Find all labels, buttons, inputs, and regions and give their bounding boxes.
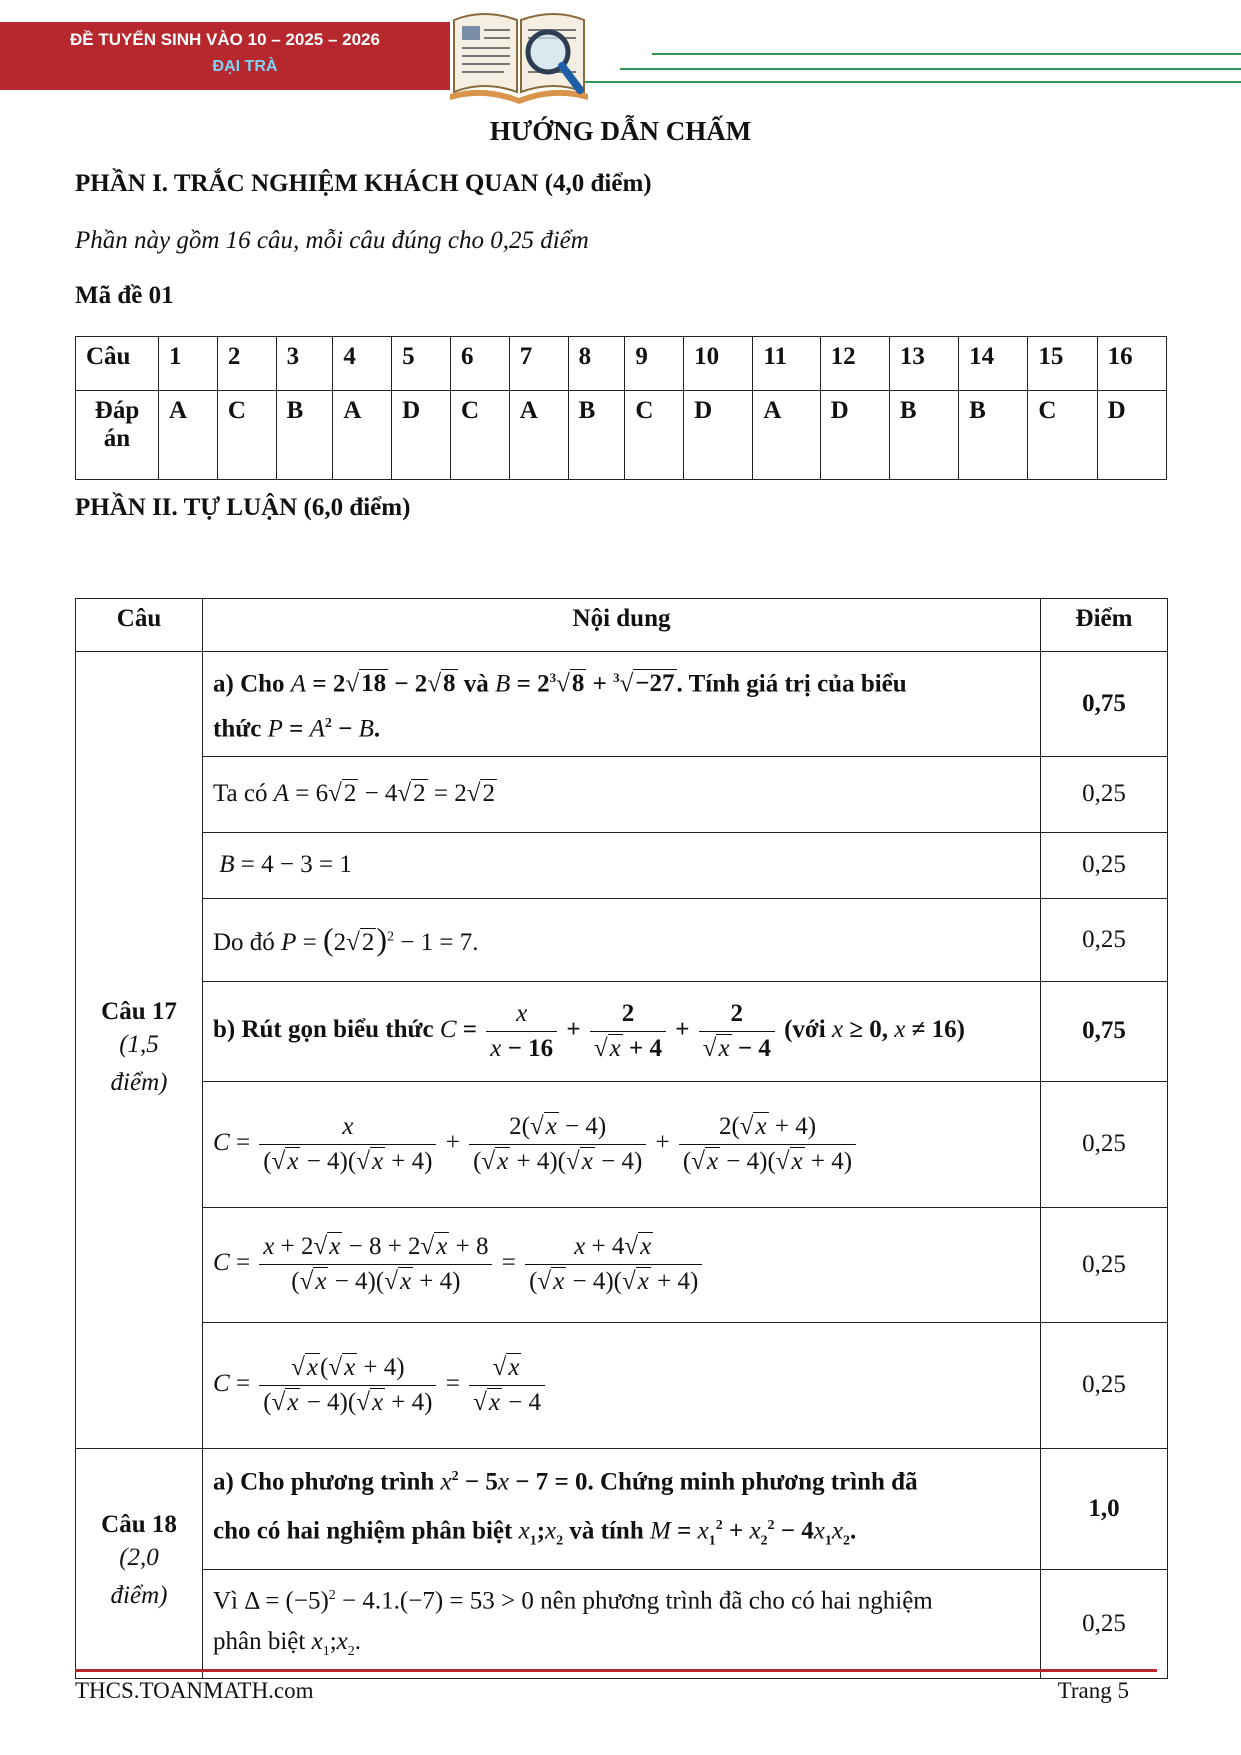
part2-heading: PHẦN II. TỰ LUẬN (6,0 điểm) <box>75 494 411 521</box>
answer-key-header-label: Câu <box>76 337 159 391</box>
q17a-step-2: B = 4 − 3 = 1 <box>203 832 1041 898</box>
answer-cell: C <box>450 391 509 480</box>
page-title: HƯỚNG DẪN CHẤM <box>489 116 752 146</box>
answer-cell: A <box>333 391 392 480</box>
question-number: 9 <box>625 337 684 391</box>
header-rule-2 <box>620 68 1241 70</box>
answer-cell: C <box>625 391 684 480</box>
footer-site: THCS.TOANMATH.com <box>75 1678 314 1703</box>
q17b-points: 0,75 <box>1041 981 1168 1081</box>
header-rule-1 <box>652 53 1241 55</box>
question-number: 3 <box>276 337 333 391</box>
question-17-points: (1,5 điểm) <box>110 1030 168 1096</box>
answer-cell: A <box>159 391 218 480</box>
question-number: 13 <box>889 337 958 391</box>
header-diem: Điểm <box>1041 599 1168 652</box>
answer-key-table <box>75 336 1167 480</box>
q17b-step-2-points: 0,25 <box>1041 1207 1168 1322</box>
q18a-points: 1,0 <box>1041 1448 1168 1570</box>
q17a-step-3: Do đó $P = (2√2)^2 - 1 = 7$. <box>203 898 1041 981</box>
q18a-statement: a) Cho phương trình $x^2 - 5x - 7 = 0$. Chứng minh phương trình đã cho có hai nghiệm phân biệt $x_1;x_2$ và tính $M = x_1^2 + x_2^2 - 4x_1x_2$. <box>203 1448 1041 1570</box>
question-number: 15 <box>1028 337 1097 391</box>
answer-cell: B <box>889 391 958 480</box>
header-noi-dung: Nội dung <box>203 599 1041 652</box>
q18a-step-1-points: 0,25 <box>1041 1570 1168 1678</box>
question-17-cell <box>76 652 203 1449</box>
question-number: 8 <box>568 337 625 391</box>
q17a-step-1-points: 0,25 <box>1041 756 1168 832</box>
answer-cell: C <box>1028 391 1097 480</box>
question-18-label: Câu 18 <box>101 1511 177 1539</box>
answer-cell: B <box>568 391 625 480</box>
header-exam-type: ĐẠI TRÀ <box>212 58 278 75</box>
question-number: 16 <box>1097 337 1166 391</box>
part1-note: Phần này gồm 16 câu, mỗi câu đúng cho 0,25 điểm <box>75 227 589 254</box>
q17b-step-1: C = $\frac{x}{(√x - 4)(√x + 4)}$ + $\frac{2(√x - 4)}{(√x + 4)(√x - 4)}$ + $\frac{2(√x + 4)}{(√x - 4)(√x + 4)}$ <box>203 1081 1041 1207</box>
part1-heading: PHẦN I. TRẮC NGHIỆM KHÁCH QUAN (4,0 điểm) <box>75 170 652 197</box>
answer-cell: D <box>820 391 889 480</box>
q17b-step-3-points: 0,25 <box>1041 1322 1168 1448</box>
book-magnifier-icon <box>444 0 594 106</box>
q17a-step-3-points: 0,25 <box>1041 898 1168 981</box>
header-rule-3 <box>585 81 1241 83</box>
question-number: 5 <box>392 337 451 391</box>
question-number: 11 <box>753 337 820 391</box>
question-18-points: (2,0 điểm) <box>110 1544 168 1610</box>
question-number: 1 <box>159 337 218 391</box>
question-number: 7 <box>509 337 568 391</box>
q17a-points: 0,75 <box>1041 652 1168 757</box>
answer-key-answer-label: Đáp án <box>76 391 159 480</box>
answer-cell: C <box>217 391 276 480</box>
q17b-step-3: C = $\frac{√x(√x + 4)}{(√x - 4)(√x + 4)}$ = $\frac{√x}{√x - 4}$ <box>203 1322 1041 1448</box>
q18a-step-1: Vì $\Delta = (-5)^2 - 4.1.(-7) = 53 > 0$ nên phương trình đã cho có hai nghiệm phân biệt $x_1;x_2$. <box>203 1570 1041 1678</box>
question-17-label: Câu 17 <box>101 997 177 1025</box>
footer-rule <box>75 1669 1157 1672</box>
q17a-step-1: Ta có A = 6√2 − 4√2 = 2√2 <box>203 756 1041 832</box>
exam-code: Mã đề 01 <box>75 282 174 309</box>
answer-cell: D <box>684 391 753 480</box>
answer-cell: B <box>959 391 1028 480</box>
question-number: 10 <box>684 337 753 391</box>
question-number: 6 <box>450 337 509 391</box>
answer-cell: D <box>1097 391 1166 480</box>
question-number: 2 <box>217 337 276 391</box>
q17a-step-2-points: 0,25 <box>1041 832 1168 898</box>
q17b-step-1-points: 0,25 <box>1041 1081 1168 1207</box>
header-cau: Câu <box>76 599 203 652</box>
header-exam-title: ĐỀ TUYỂN SINH VÀO 10 – 2025 – 2026 <box>70 30 380 49</box>
footer-page-number: Trang 5 <box>1057 1678 1129 1703</box>
question-number: 4 <box>333 337 392 391</box>
grading-table <box>75 598 1168 1679</box>
answer-cell: A <box>753 391 820 480</box>
answer-cell: B <box>276 391 333 480</box>
question-18-cell <box>76 1448 203 1678</box>
answer-cell: D <box>392 391 451 480</box>
q17b-statement: b) Rút gọn biểu thức C = $\frac{x}{x - 16}$ + $\frac{2}{√x + 4}$ + $\frac{2}{√x - 4}$ (với x ≥ 0, x ≠ 16) <box>203 981 1041 1081</box>
question-number: 14 <box>959 337 1028 391</box>
q17b-step-2: C = $\frac{x + 2√x - 8 + 2√x + 8}{(√x - 4)(√x + 4)}$ = $\frac{x + 4√x}{(√x - 4)(√x + 4)}$ <box>203 1207 1041 1322</box>
q17a-statement: a) Cho A = 2√18 − 2√8 và $B = 2^3√8 + ^3√-27$. Tính giá trị của biểu thức $P = A^2 - B$. <box>203 652 1041 757</box>
question-number: 12 <box>820 337 889 391</box>
answer-cell: A <box>509 391 568 480</box>
